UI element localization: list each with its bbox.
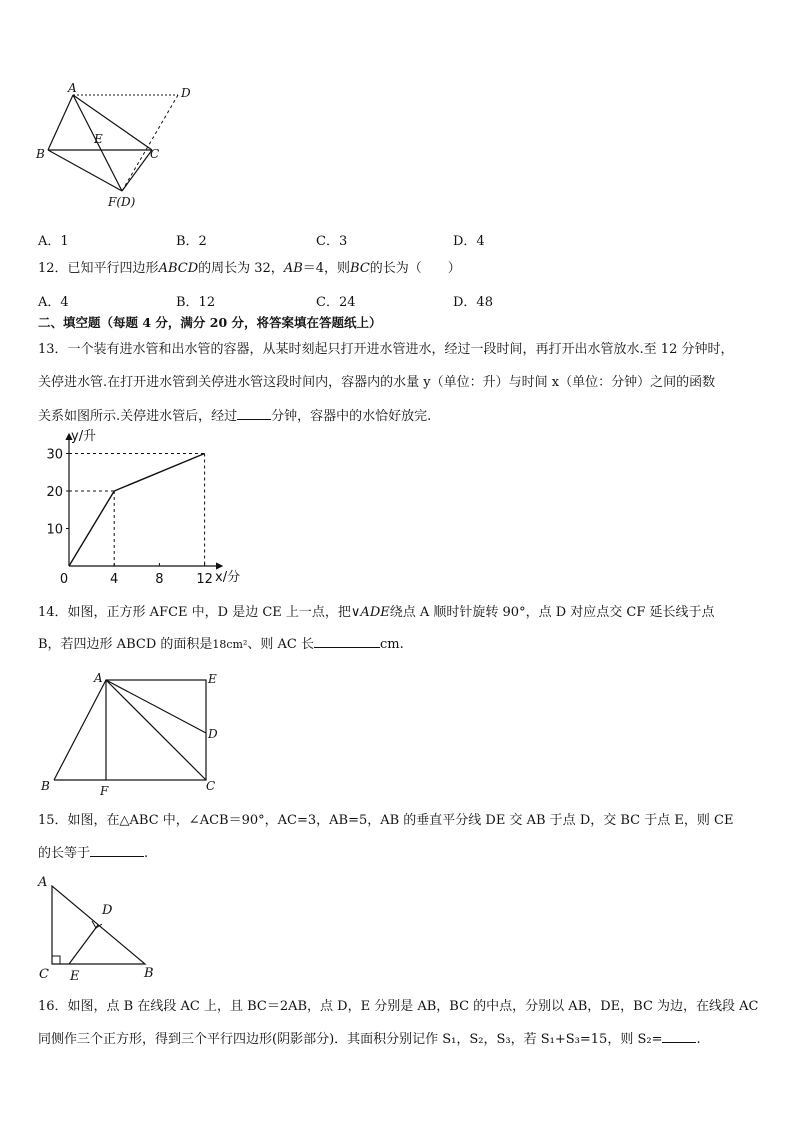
q11-figure (30, 80, 210, 212)
y-tick-label-10: 10 (46, 522, 63, 538)
df-dashed-line (122, 95, 178, 191)
x-tick-label-4: 4 (110, 572, 119, 587)
q11-option-b[interactable]: B．2 (176, 234, 207, 249)
label-e: E (94, 132, 103, 146)
de-line (69, 925, 98, 964)
q12-text-before: 已知平行四边形 (67, 261, 159, 276)
q14-line-2-before: B，若四边形 ABCD 的面积是 (38, 637, 213, 652)
label-b: B (144, 966, 154, 981)
q11-option-d[interactable]: D．4 (453, 234, 485, 249)
x-axis-label: x/分 (215, 570, 241, 585)
label-c: C (206, 779, 216, 793)
section-2-title: 二、填空题（每题 4 分，满分 20 分，将答案填在答题纸上） (38, 315, 382, 330)
q15-line-1: 15．如图，在△ABC 中，∠ACB＝90°，AC=3，AB=5，AB 的垂直平分线 DE 交 AB 于点 D，交 BC 于点 E，则 CE (38, 813, 734, 828)
q13-line-1: 13．一个装有进水管和出水管的容器，从某时刻起只打开进水管进水，经过一段时间，再打开出水管放水.至 12 分钟时， (38, 342, 734, 357)
q12-text-mid1: 的周长为 32， (198, 261, 284, 276)
q14-triangle: ∨ADE (350, 605, 390, 620)
q15-figure (32, 870, 172, 985)
q14-line-2-mid: 、则 AC 长 (247, 637, 314, 652)
q14-line-1-after: 绕点 A 顺时针旋转 90°，点 D 对应点交 CF 延长线于点 (389, 605, 715, 620)
ab-line (48, 95, 73, 150)
triangle-abc (52, 886, 145, 964)
q16-line-2 (38, 1029, 701, 1050)
q12-option-c[interactable]: C．24 (316, 295, 356, 310)
q14-line-2-after: cm. (379, 637, 404, 652)
label-a: A (94, 671, 103, 685)
q14-line-1-before: 14．如图，正方形 AFCE 中，D 是边 CE 上一点，把 (38, 605, 351, 620)
q13-line-2: 关停进水管.在打开进水管到关停进水管这段时间内，容器内的水量 y（单位：升）与时间 x（单位：分钟）之间的函数 (38, 375, 716, 390)
q14-line-2 (38, 634, 404, 655)
label-c: C (39, 967, 49, 982)
label-f: F (100, 784, 109, 798)
q12-option-b[interactable]: B．12 (176, 295, 216, 310)
label-c: C (150, 147, 160, 161)
q12-name: ABCD (158, 261, 199, 276)
right-angle-c (52, 956, 60, 964)
q12-ab: AB (283, 261, 303, 276)
q15-line-2-before: 的长等于 (38, 846, 91, 861)
series-segment-1 (114, 454, 204, 492)
q12-text-after: 的长为（ ） (369, 261, 461, 276)
label-d: D (102, 903, 113, 918)
q13-line-3-before: 关系如图所示.关停进水管后，经过 (38, 409, 238, 424)
q14-line-1 (38, 603, 715, 623)
ab-line (54, 680, 106, 780)
origin-label: 0 (59, 572, 69, 587)
label-d: D (208, 727, 218, 741)
q13-answer-blank[interactable] (237, 406, 271, 420)
q13-line-3-after: 分钟，容器中的水恰好放完. (271, 409, 432, 424)
q15-line-2-after: . (144, 846, 149, 861)
label-a: A (68, 81, 77, 95)
ac-line (73, 95, 152, 150)
y-axis-label: y/升 (71, 429, 97, 444)
q16-line-1: 16．如图，点 B 在线段 AC 上，且 BC＝2AB，点 D，E 分别是 AB，BC 的中点，分别以 AB，DE，BC 为边，在线段 AC (38, 999, 759, 1014)
series-segment-0 (69, 491, 114, 566)
q12-option-a[interactable]: A．4 (38, 295, 69, 310)
q16-line-2-before: 同侧作三个正方形，得到三个平行四边形(阴影部分)．其面积分别记作 S₁，S₂，S₃，若 S₁+S₃=15，则 S₂= (38, 1032, 663, 1047)
q12-number: 12． (38, 261, 68, 276)
y-tick-label-20: 20 (46, 485, 63, 500)
ac-line (106, 680, 206, 780)
label-e: E (70, 969, 80, 984)
q13-chart (40, 428, 260, 590)
q12-text-mid2: ＝4，则 (302, 261, 351, 276)
q14-area: 18cm² (212, 638, 248, 651)
q14-figure (36, 668, 236, 798)
y-tick-label-30: 30 (46, 447, 63, 463)
q11-option-c[interactable]: C．3 (316, 234, 348, 249)
q16-answer-blank[interactable] (662, 1029, 696, 1043)
q12-stem (38, 259, 461, 279)
q15-line-2 (38, 843, 148, 864)
q15-answer-blank[interactable] (90, 843, 144, 857)
q12-bc: BC (350, 261, 370, 276)
label-e: E (208, 672, 217, 686)
q16-line-2-after: . (696, 1032, 701, 1047)
label-d: D (181, 86, 191, 100)
q11-option-a[interactable]: A．1 (38, 234, 69, 249)
ad-line (106, 680, 206, 733)
label-b: B (41, 779, 50, 793)
label-b: B (36, 147, 45, 161)
x-tick-label-12: 12 (196, 572, 213, 587)
q12-option-d[interactable]: D．48 (453, 295, 493, 310)
label-a: A (38, 875, 48, 890)
label-f: F(D) (108, 195, 136, 209)
cf-line (122, 150, 152, 191)
x-tick-label-8: 8 (155, 572, 164, 587)
q13-line-3 (38, 406, 431, 427)
q14-answer-blank[interactable] (314, 634, 380, 648)
